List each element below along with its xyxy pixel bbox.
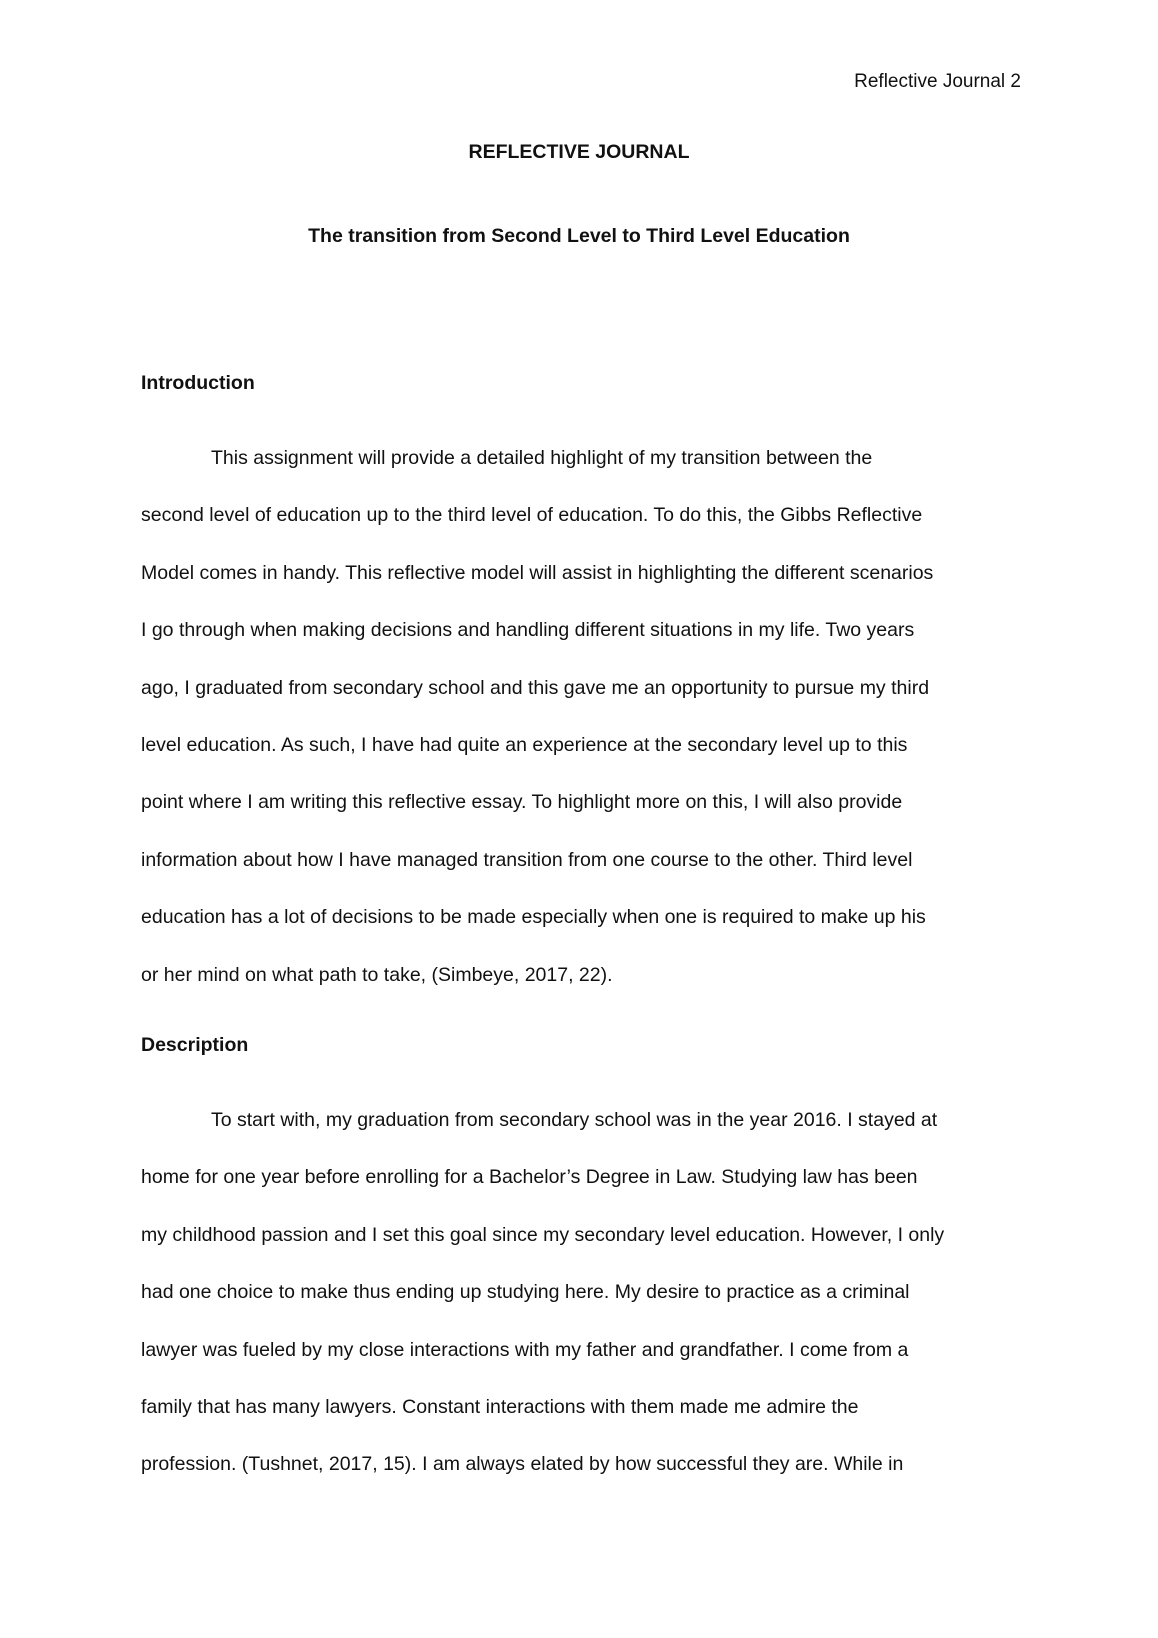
paragraph-line: home for one year before enrolling for a Bachelor’s Degree in Law. Studying law has been	[141, 1166, 918, 1189]
document-subtitle: The transition from Second Level to Third Level Education	[308, 225, 850, 247]
section-heading-description: Description	[141, 1034, 249, 1056]
section-heading-introduction: Introduction	[141, 372, 255, 394]
paragraph-line: family that has many lawyers. Constant interactions with them made me admire the	[141, 1395, 859, 1418]
introduction-paragraph	[141, 446, 1021, 1020]
paragraph-line: Model comes in handy. This reflective model will assist in highlighting the different scenarios	[141, 561, 934, 584]
paragraph-line: my childhood passion and I set this goal since my secondary level education. However, I only	[141, 1223, 945, 1246]
paragraph-line: lawyer was fueled by my close interactions with my father and grandfather. I come from a	[141, 1338, 909, 1361]
paragraph-line: information about how I have managed transition from one course to the other. Third level	[141, 848, 913, 871]
paragraph-line: education has a lot of decisions to be made especially when one is required to make up his	[141, 906, 926, 929]
running-head: Reflective Journal 2	[854, 71, 1021, 92]
paragraph-line: level education. As such, I have had quite an experience at the secondary level up to this	[141, 733, 908, 756]
paragraph-line: profession. (Tushnet, 2017, 15). I am always elated by how successful they are. While in	[141, 1453, 904, 1476]
document-title: REFLECTIVE JOURNAL	[468, 141, 690, 163]
paragraph-line: had one choice to make thus ending up studying here. My desire to practice as a criminal	[141, 1281, 910, 1304]
paragraph-line: ago, I graduated from secondary school and this gave me an opportunity to pursue my third	[141, 676, 930, 699]
paragraph-line: I go through when making decisions and handling different situations in my life. Two years	[141, 619, 915, 642]
paragraph-line: or her mind on what path to take, (Simbeye, 2017, 22).	[141, 963, 613, 986]
description-paragraph	[141, 1108, 1021, 1510]
paragraph-line: second level of education up to the third level of education. To do this, the Gibbs Reflective	[141, 504, 923, 527]
paragraph-line: This assignment will provide a detailed highlight of my transition between the	[211, 447, 873, 469]
paragraph-line: point where I am writing this reflective essay. To highlight more on this, I will also provide	[141, 791, 903, 814]
paragraph-line: To start with, my graduation from secondary school was in the year 2016. I stayed at	[211, 1109, 938, 1131]
